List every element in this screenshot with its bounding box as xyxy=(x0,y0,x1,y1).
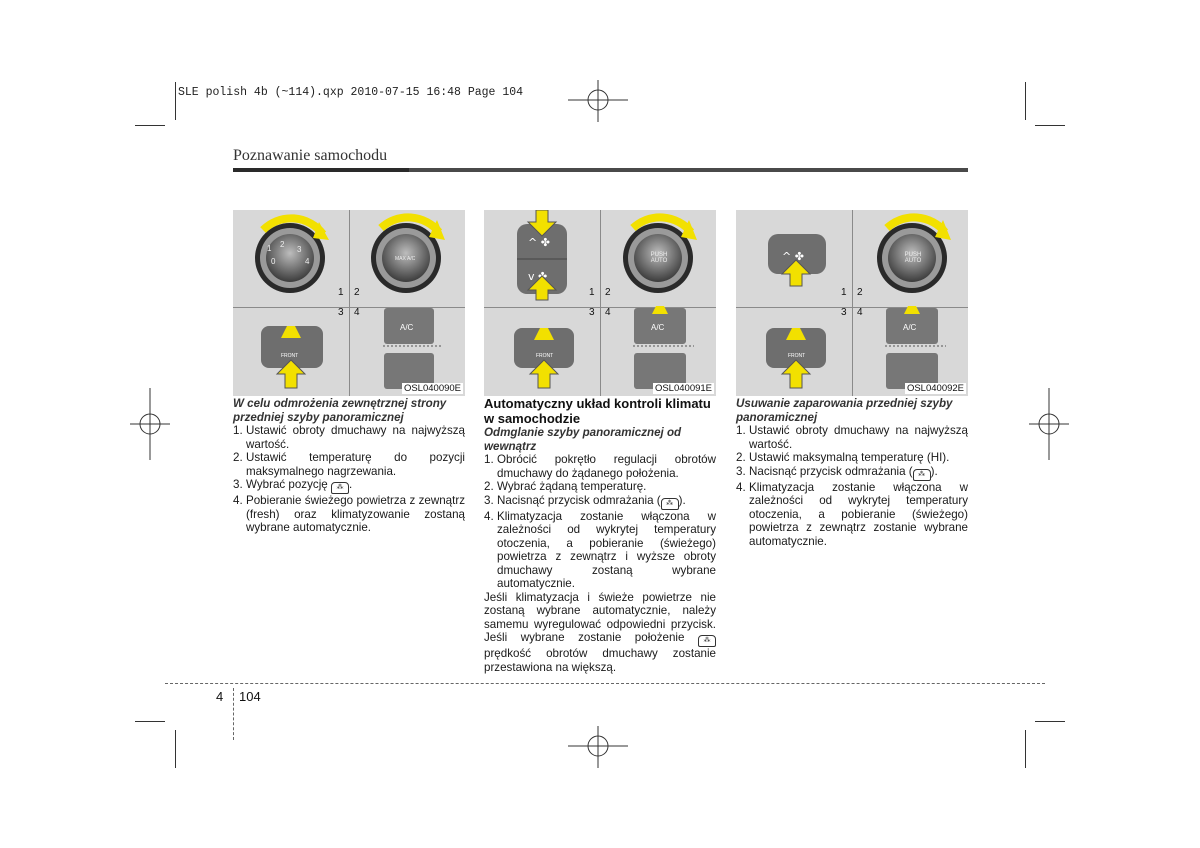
step: 3. Nacisnąć przycisk odmrażania ( ⁂ ). xyxy=(484,494,716,510)
quad-num: 3 xyxy=(589,307,595,318)
button-label: FRONT xyxy=(536,353,554,359)
section-heading: Automatyczny układ kontroli klimatu w samochodzie xyxy=(484,396,711,426)
step: 1. Obrócić pokrętło regulacji obrotów dmuchawy do żądanego położenia. xyxy=(484,453,716,480)
step: 2. Ustawić maksymalną temperaturę (HI). xyxy=(736,451,950,464)
knob-label: 4 xyxy=(305,257,310,266)
step: 3. Nacisnąć przycisk odmrażania ( ⁂ ). xyxy=(736,465,968,481)
footer-divider xyxy=(233,688,235,740)
quad-num: 1 xyxy=(338,287,344,298)
subheading: Odmglanie szyby panoramicznej od wewnątrz xyxy=(484,426,682,453)
button-label: FRONT xyxy=(281,353,299,359)
quad-num: 1 xyxy=(589,287,595,298)
note: Jeśli klimatyzacja i świeże powietrze nie zostaną wybrane automatycznie, należy samemu wyregulować odpowiedni przycisk. Jeśli wybrane zostanie położenie ⁂ prędkość obrotów dmuchawy zostanie przestawiona na większą. xyxy=(484,590,716,674)
figure-2-drawing xyxy=(484,210,716,396)
step: 4. Klimatyzacja zostanie włączona w zależności od wykrytej temperatury otoczenia, a pobieranie (świeżego) powietrza z zewnątrz zostanie wybrane automatycznie. xyxy=(736,480,968,548)
quad-num: 3 xyxy=(841,307,847,318)
step: 2. Ustawić temperaturę do pozycji maksymalnego nagrzewania. xyxy=(233,451,465,478)
quad-num: 4 xyxy=(605,307,611,318)
figure-code: OSL040090E xyxy=(403,383,461,394)
button-label: A/C xyxy=(651,323,665,332)
figure-defog-inside xyxy=(484,210,716,396)
column-1 xyxy=(233,397,465,535)
figure-code: OSL040091E xyxy=(654,383,712,394)
column-2 xyxy=(484,397,716,674)
svg-text:^ ✤: ^ ✤ xyxy=(528,236,550,249)
footer-rule xyxy=(165,683,1045,684)
figure-1-drawing xyxy=(233,210,465,396)
quad-num: 1 xyxy=(841,287,847,298)
button-label: FRONT xyxy=(788,353,806,359)
knob-label: 2 xyxy=(280,240,285,249)
header-rule xyxy=(233,168,968,172)
quad-num: 2 xyxy=(857,287,863,298)
page-number: 104 xyxy=(239,689,261,704)
svg-text:v ✤: v ✤ xyxy=(528,270,548,283)
figure-defrost-outside xyxy=(233,210,465,396)
caption: Usuwanie zaparowania przedniej szyby panoramicznej xyxy=(736,397,953,424)
figure-3-drawing xyxy=(736,210,968,396)
quad-num: 3 xyxy=(338,307,344,318)
page-number: 4 xyxy=(216,689,224,704)
knob-label: 0 xyxy=(271,257,276,266)
section-title: Poznawanie samochodu xyxy=(233,147,388,164)
column-3 xyxy=(736,397,968,548)
defrost-icon: ⁂ xyxy=(698,635,716,647)
step: 3. Wybrać pozycję ⁂ . xyxy=(233,478,465,494)
registration-mark-left xyxy=(130,388,170,460)
quad-num: 2 xyxy=(605,287,611,298)
quad-num: 4 xyxy=(857,307,863,318)
knob-label: PUSH AUTO xyxy=(650,252,668,264)
svg-text:^ ✤: ^ ✤ xyxy=(782,250,804,263)
knob-label: 3 xyxy=(297,245,302,254)
step: 1. Ustawić obroty dmuchawy na najwyższą wartość. xyxy=(736,424,968,451)
registration-mark-right xyxy=(1029,388,1069,460)
step: 4. Pobieranie świeżego powietrza z zewnątrz (fresh) oraz klimatyzowanie zostaną wybrane automatycznie. xyxy=(233,494,465,534)
step: 4. Klimatyzacja zostanie włączona w zależności od wykrytej temperatury otoczenia, a pobieranie (świeżego) powietrza z zewnątrz i wyższe obroty dmuchawy zostaną wybrane automatycznie. xyxy=(484,509,716,590)
defrost-icon: ⁂ xyxy=(661,498,679,510)
registration-mark-bottom xyxy=(568,726,628,768)
button-label: A/C xyxy=(400,323,414,332)
registration-mark-top xyxy=(568,80,628,122)
quad-num: 4 xyxy=(354,307,360,318)
knob-label: MAX A/C xyxy=(395,256,416,262)
knob-label: PUSH AUTO xyxy=(904,252,922,264)
caption: W celu odmrożenia zewnętrznej strony przedniej szyby panoramicznej xyxy=(233,397,447,424)
figure-code: OSL040092E xyxy=(906,383,964,394)
printer-slug: SLE polish 4b (~114).qxp 2010-07-15 16:48 Page 104 xyxy=(178,86,524,99)
quad-num: 2 xyxy=(354,287,360,298)
button-label: A/C xyxy=(903,323,917,332)
defrost-icon: ⁂ xyxy=(331,482,349,494)
step: 2. Wybrać żądaną temperaturę. xyxy=(484,480,647,493)
defrost-icon: ⁂ xyxy=(913,469,931,481)
step: 1. Ustawić obroty dmuchawy na najwyższą wartość. xyxy=(233,424,465,451)
figure-demist xyxy=(736,210,968,396)
knob-label: 1 xyxy=(267,244,272,253)
